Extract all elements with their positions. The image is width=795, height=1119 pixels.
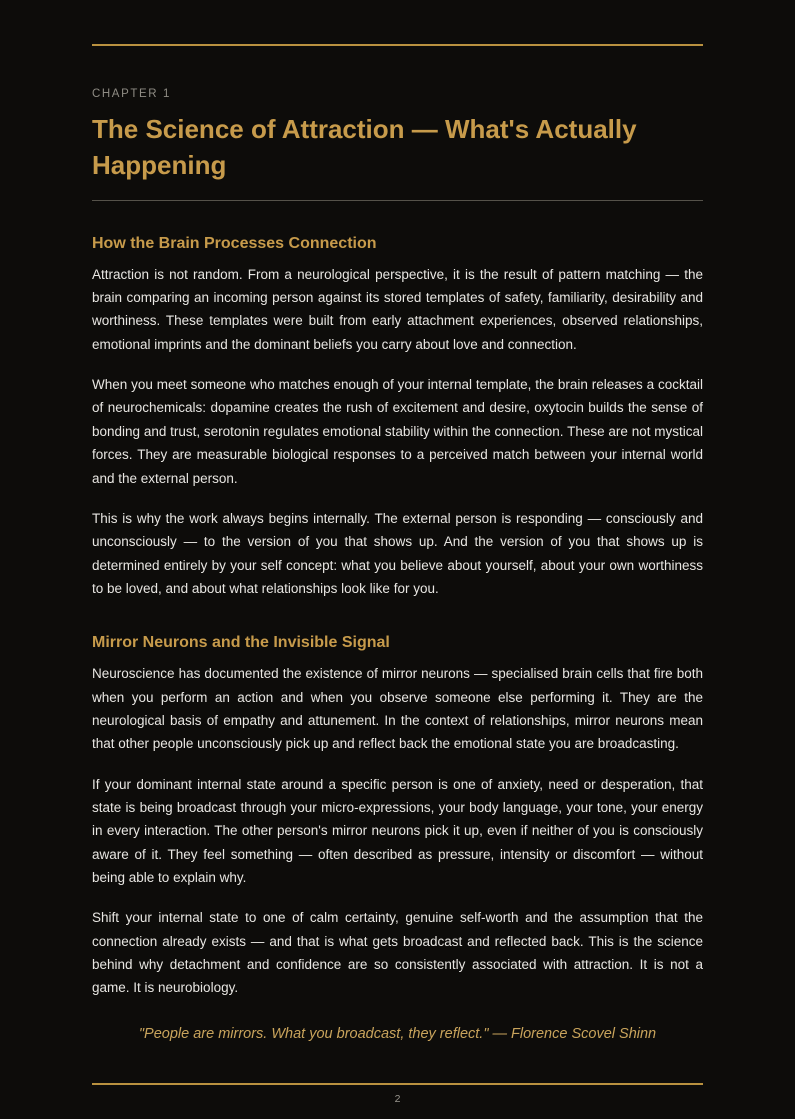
top-rule [92, 44, 703, 46]
paragraph: When you meet someone who matches enough of your internal template, the brain releases a cocktail of neurochemicals: dopamine creates the rush of excitement and desire, oxytocin builds the sense of bonding and trust, serotonin regulates emotional stability within the connection. These are not mystical forces. They are measurable biological responses to a perceived match between your internal world and the external person. [92, 377, 703, 486]
paragraph: This is why the work always begins internally. The external person is responding — consciously and unconsciously — to the version of you that shows up. And the version of you that shows up is determined entirely by your self concept: what you believe about yourself, about your own worthiness to be loved, and about what relationships look like for you. [92, 510, 703, 596]
section-mirror-neurons [92, 634, 703, 999]
title-divider [92, 200, 703, 201]
section-heading: How the Brain Processes Connection [92, 234, 377, 252]
footer-rule [92, 1083, 703, 1085]
section-heading: Mirror Neurons and the Invisible Signal [92, 634, 390, 652]
paragraph: Attraction is not random. From a neurological perspective, it is the result of pattern matching — the brain comparing an incoming person against its stored templates of safety, familiarity, desirability and worthiness. These templates were built from early attachment experiences, observed relationships, emotional imprints and the dominant beliefs you carry about love and connection. [92, 266, 703, 352]
page-number: 2 [394, 1093, 401, 1105]
chapter-label: CHAPTER 1 [92, 88, 171, 100]
page-title: The Science of Attraction — What's Actually Happening [92, 114, 637, 180]
paragraph: Shift your internal state to one of calm certainty, genuine self-worth and the assumption that the connection already exists — and that is what gets broadcast and reflected back. This is the science behind why detachment and confidence are so consistently associated with attraction. It is not a game. It is neurobiology. [92, 910, 703, 996]
page-footer [92, 1083, 703, 1105]
paragraph: Neuroscience has documented the existence of mirror neurons — specialised brain cells that fire both when you perform an action and when you observe someone else performing it. They are the neurological basis of empathy and attunement. In the context of relationships, mirror neurons mean that other people unconsciously pick up and reflect back the emotional state you are broadcasting. [92, 666, 703, 752]
pull-quote: "People are mirrors. What you broadcast, they reflect." — Florence Scovel Shinn [138, 1025, 657, 1042]
section-brain-processes-connection [92, 235, 703, 600]
paragraph: If your dominant internal state around a specific person is one of anxiety, need or desperation, that state is being broadcast through your micro-expressions, your body language, your tone, your energy in every interaction. The other person's mirror neurons pick it up, even if neither of you is consciously aware of it. They feel something — often described as pressure, intensity or discomfort — without being able to explain why. [92, 776, 703, 885]
